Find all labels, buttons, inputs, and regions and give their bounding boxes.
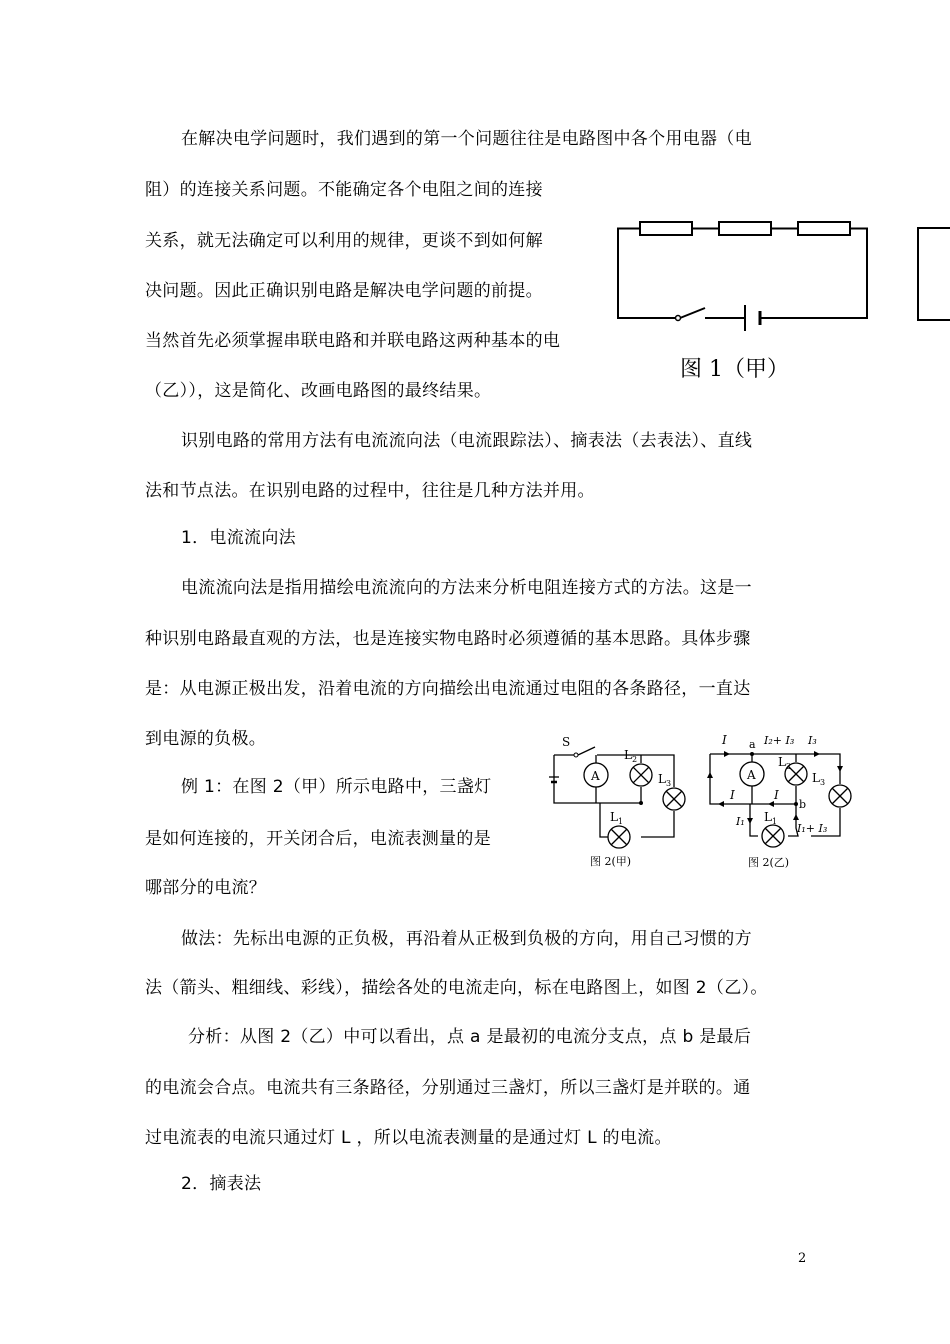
page-number: 2: [798, 1251, 807, 1266]
lamp-l1-label: $L_1$: [764, 810, 778, 826]
figure-next-edge: [918, 228, 950, 320]
arrow-left-up: [707, 772, 713, 778]
arrow-mid-left: [718, 801, 724, 807]
current-label-i1: I₁: [736, 815, 745, 828]
text-line-5: 当然首先必须掌握串联电路和并联电路这两种基本的电: [145, 331, 561, 351]
switch-label: S: [562, 735, 571, 749]
resistor-2: [719, 222, 771, 235]
lamp-l2-label: $L_2$: [624, 748, 638, 764]
text-line-21: 过电流表的电流只通过灯 L ，所以电流表测量的是通过灯 L 的电流。: [145, 1128, 672, 1148]
node-b-label: b: [799, 798, 807, 811]
current-label-top-right: I₃: [808, 734, 817, 747]
lamp-l2-label: $L_2$: [778, 755, 792, 771]
resistor-1: [640, 222, 692, 235]
arrow-i13-up: [793, 814, 799, 820]
text-line-13: 到电源的负极。: [145, 729, 267, 749]
current-label-mid-left: I: [730, 788, 735, 802]
figure-2a-caption: 图 2(甲): [590, 855, 632, 868]
lamp-l1-label: $L_1$: [610, 810, 624, 826]
text-line-17: 做法：先标出电源的正负极，再沿着从正极到负极的方向，用自己习惯的方: [181, 929, 752, 949]
ammeter-label: A: [747, 768, 756, 782]
text-line-1: 在解决电学问题时，我们遇到的第一个问题往往是电路图中各个用电器（电: [181, 129, 752, 149]
text-line-12: 是：从电源正极出发，沿着电流的方向描绘出电流通过电阻的各条路径，一直达: [145, 679, 751, 699]
text-line-2: 阻）的连接关系问题。不能确定各个电阻之间的连接: [145, 180, 543, 200]
figure-2a-circuit: [540, 735, 700, 875]
figure-1-caption: 图 1（甲）: [680, 357, 789, 382]
figure-1-circuit: [600, 210, 950, 390]
switch-blade: [578, 747, 595, 755]
text-line-10: 电流流向法是指用描绘电流流向的方法来分析电阻连接方式的方法。这是一: [181, 578, 752, 598]
example-line-3: 哪部分的电流？: [145, 878, 267, 898]
example-line-1: 例 1：在图 2（甲）所示电路中，三盏灯: [181, 777, 492, 797]
text-line-20: 的电流会合点。电流共有三条路径，分别通过三盏灯，所以三盏灯是并联的。通: [145, 1078, 751, 1098]
section-heading-2: 2．摘表法: [181, 1174, 262, 1194]
text-line-4: 决问题。因此正确识别电路是解决电学问题的前提。: [145, 281, 543, 301]
arrow-top-right: [814, 751, 820, 757]
text-line-7: 识别电路的常用方法有电流流向法（电流跟踪法）、摘表法（去表法）、直线: [181, 431, 753, 451]
arrow-i1-down: [747, 818, 753, 824]
current-label-top-left: I: [722, 733, 727, 747]
example-line-2: 是如何连接的，开关闭合后，电流表测量的是: [145, 829, 491, 849]
switch-blade: [680, 308, 705, 318]
current-label-top-mid: I₂+ I₃: [764, 734, 795, 747]
text-line-18: 法（箭头、粗细线、彩线），描绘各处的电流走向，标在电路图上，如图 2（乙）。: [145, 978, 768, 998]
resistor-3: [798, 222, 850, 235]
lamp-l3-label: $L_3$: [812, 771, 826, 787]
figure-2b-caption: 图 2(乙): [748, 856, 790, 869]
text-line-3: 关系，就无法确定可以利用的规律，更谈不到如何解: [145, 231, 543, 251]
figure-2b-circuit: [700, 728, 870, 876]
current-label-i13: I₁+ I₃: [797, 822, 828, 835]
arrow-top-left: [724, 751, 730, 757]
section-heading-1: 1．电流流向法: [181, 528, 296, 548]
arrow-right-down: [837, 766, 843, 772]
lamp-l3-label: $L_3$: [658, 772, 672, 788]
ammeter-label: A: [591, 769, 600, 783]
text-line-11: 种识别电路最直观的方法，也是连接实物电路时必须遵循的基本思路。具体步骤: [145, 629, 751, 649]
node-a-label: a: [749, 738, 756, 751]
text-line-8: 法和节点法。在识别电路的过程中，往往是几种方法并用。: [145, 481, 595, 501]
text-line-19: 分析：从图 2（乙）中可以看出，点 a 是最初的电流分支点，点 b 是最后: [188, 1027, 752, 1047]
text-line-6: （乙）），这是简化、改画电路图的最终结果。: [145, 381, 492, 401]
current-label-mid-right: I: [774, 788, 779, 802]
